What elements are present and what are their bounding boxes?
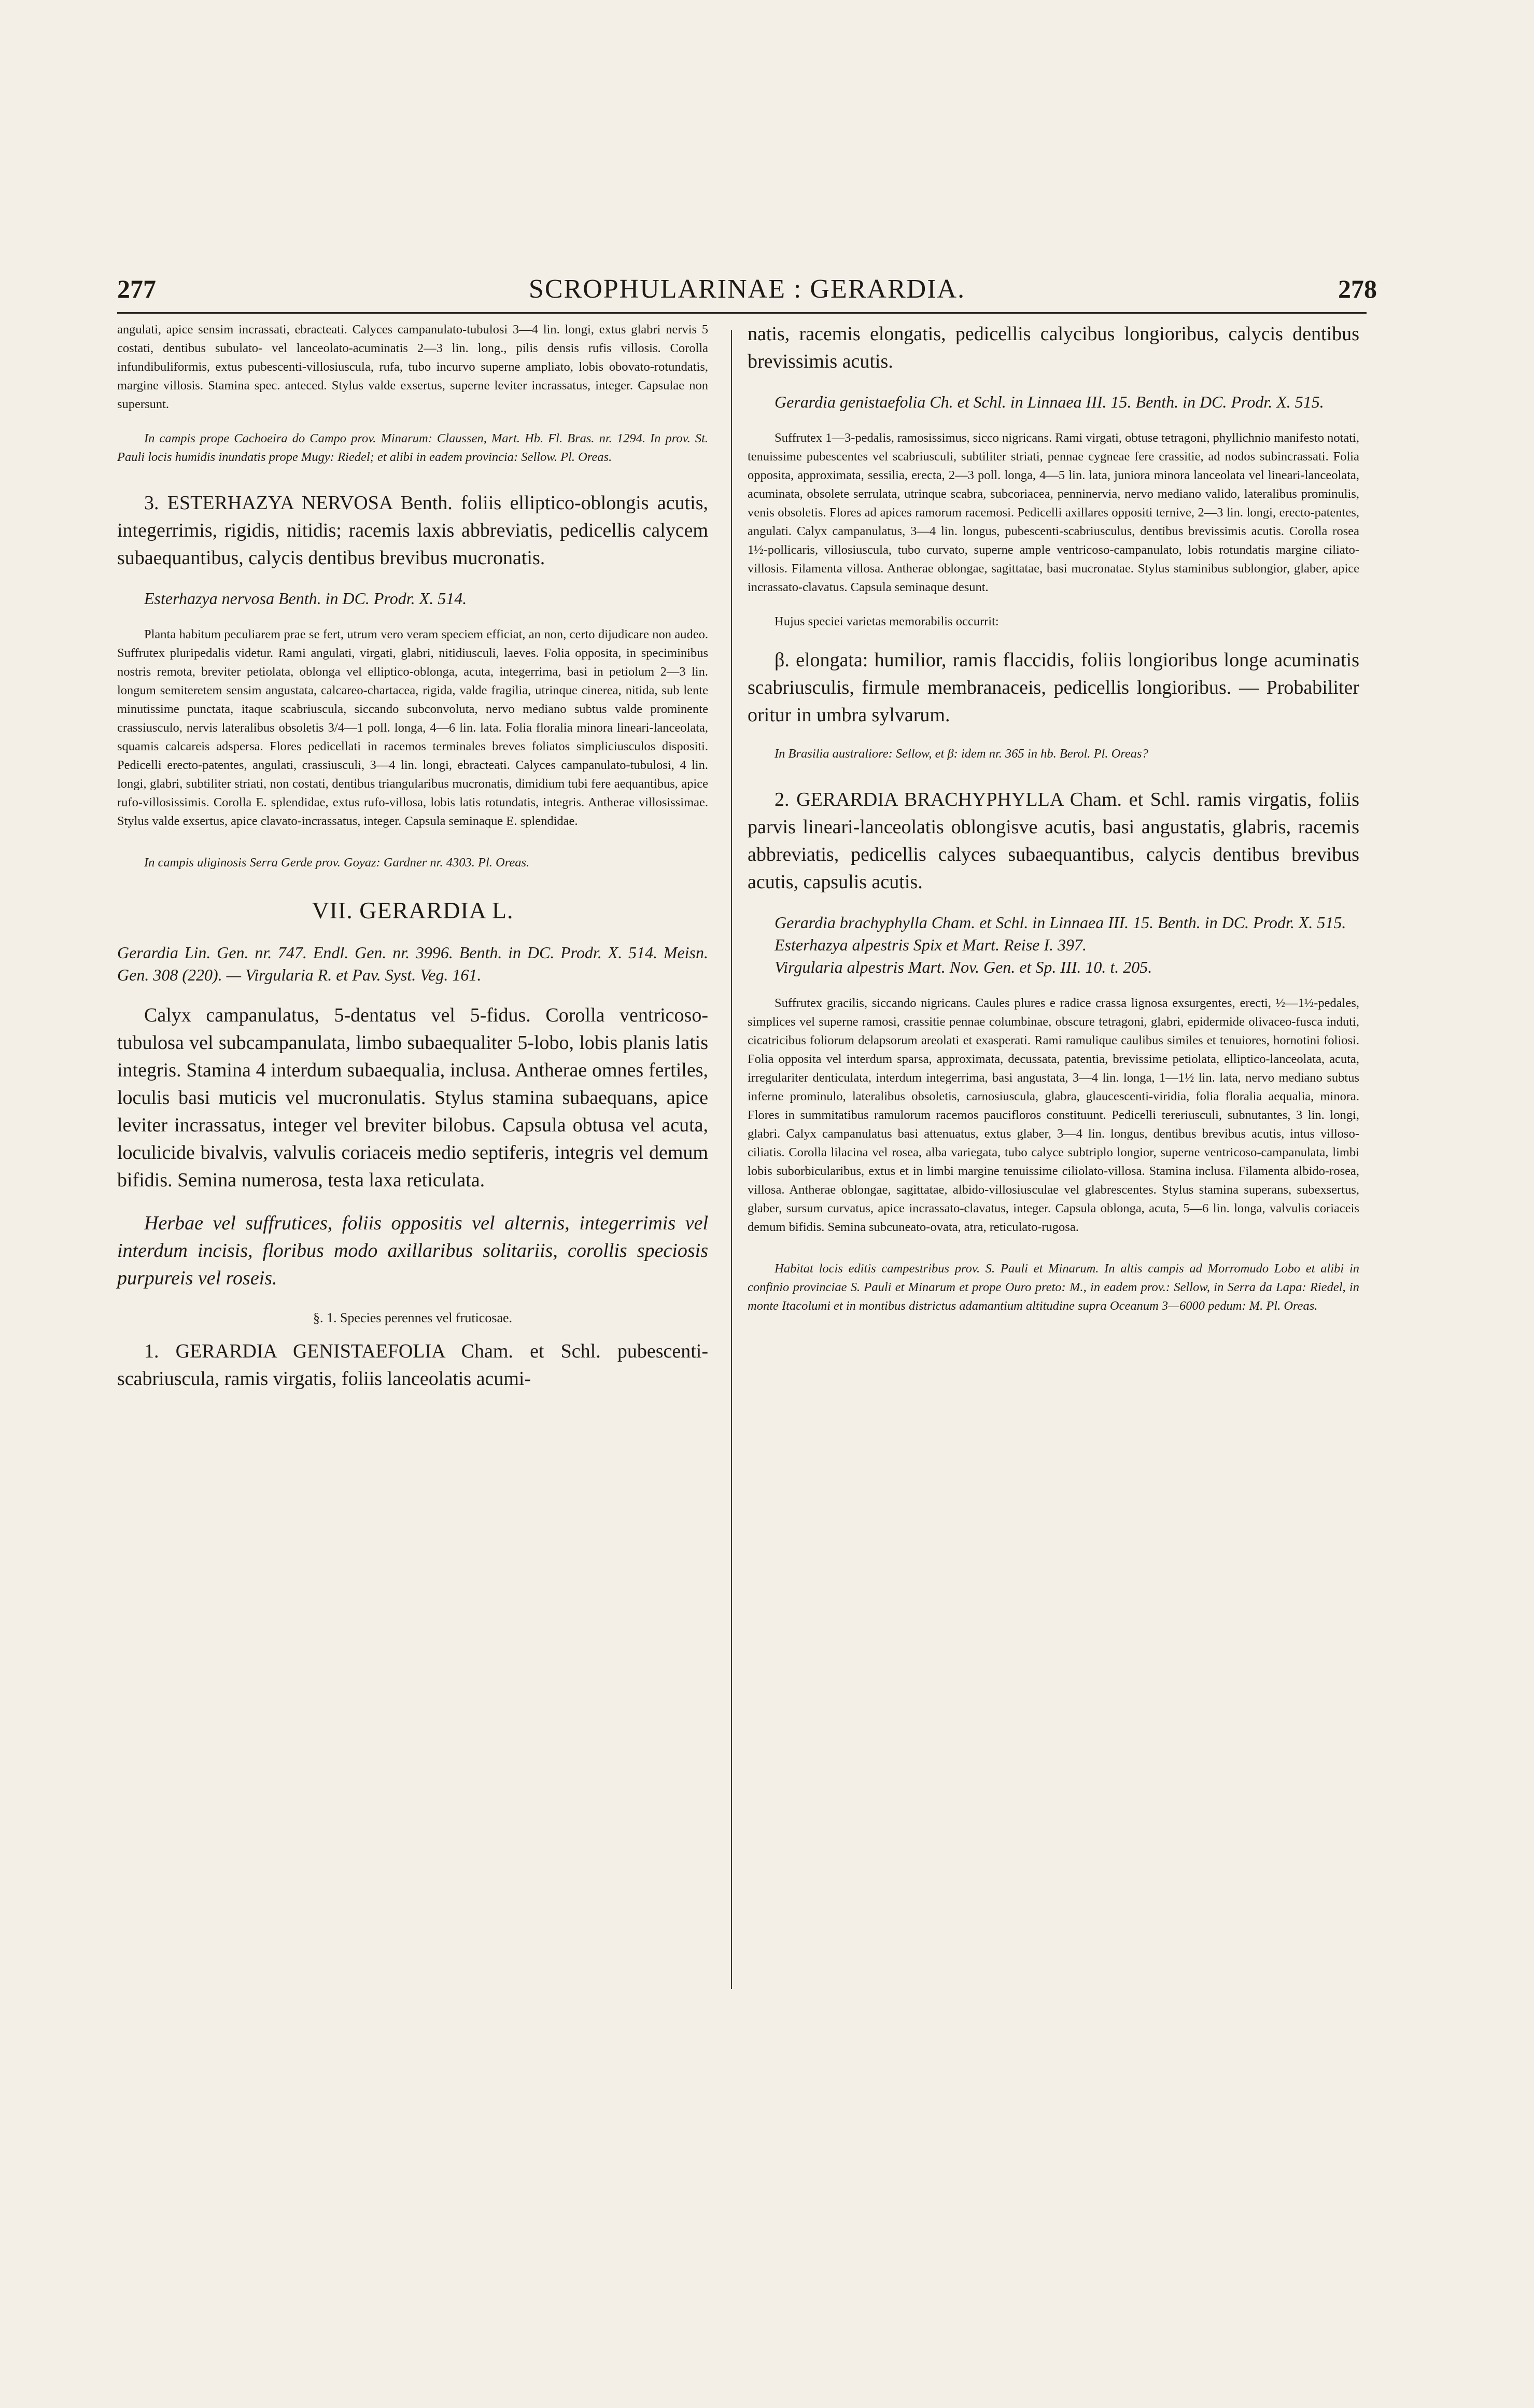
locality: In Brasilia australiore: Sellow, et β: idem nr. 365 in hb. Berol. Pl. Oreas?: [775, 747, 1148, 761]
page-number-right: 278: [1338, 274, 1377, 303]
left-column: [117, 320, 708, 1393]
paragraph: Suffrutex 1—3-pedalis, ramosissimus, sicco nigricans. Rami virgati, obtuse tetragoni, phyllichnio manifesto notati, tenuissime pubescentes vel scabriusculi, subtiliter striati, pennae cygneae fere crassitie, ad nodos subincrassati. Folia opposita, approximata, sessilia, erecta, 2—3 poll. longa, 4—5 lin. lata, juniora minora lanceolata vel lineari-lanceolata, acuminata, obsolete serrulata, utrinque scabra, subcoriacea, penninervia, nervo mediano valido, lateralibus prominulis, venis obsoletis. Flores ad apices ramorum racemosi. Pedicelli axillares oppositi ternive, 2—3 lin. longi, erecto-patentes, angulati. Calyx campanulatus, 3—4 lin. longus, pubescenti-scabriusculus, dentibus brevissimis acutis. Corolla rosea 1½-pollicaris, villosiuscula, tubo curvato, superne ample ventricoso-campanulato, lobis rotundatis margine ciliato-villosis. Filamenta villosa. Antherae oblongae, sagittatae, basi mucronatae. Stylus staminibus sublongior, glaber, apice incrassato-clavatus. Capsula seminaque desunt.: [748, 431, 1359, 594]
genus-habit: Herbae vel suffrutices, foliis oppositis vel alternis, integerrimis vel interdum incisis, floribus modo axillaribus solitariis, corollis speciosis purpureis vel roseis.: [117, 1212, 708, 1289]
section-heading: §. 1. Species perennes vel fruticosae.: [313, 1310, 513, 1325]
synonym: Gerardia brachyphylla Cham. et Schl. in Linnaea III. 15. Benth. in DC. Prodr. X. 515.: [775, 913, 1346, 932]
paragraph: Suffrutex gracilis, siccando nigricans. Caules plures e radice crassa lignosa exsurgentes, erecti, ½—1½-pedales, simplices vel superne ramosi, crassitie pennae columbinae, obscure tetragoni, glabri, epidermide olivaceo-fusca induti, cicatricibus foliorum delapsorum areolati et exasperati. Rami ramulique caulibus similes et tenuiores, hornotini foliosi. Folia opposita vel interdum sparsa, approximata, decussata, patentia, brevissime petiolata, elliptico-lanceolata, acuta, irregulariter denticulata, interdum integerrima, basi angustata, 3—4 lin. longa, 1—1½ lin. lata, nervo mediano subtus inferne prominulo, lateralibus obsoletis, carnosiuscula, glabra, glaucescenti-viridia, folia floralia aequalia, minora. Flores in summitatibus ramulorum racemos paucifloros constituunt. Pedicelli tereriusculi, subnutantes, 3 lin. longi, glabri. Calyx campanulatus basi attenuatus, extus glaber, 3—4 lin. longus, dentibus brevibus acutis, intus villoso-ciliatis. Corolla lilacina vel rosea, alba variegata, tubo calyce subtriplo longior, superne ventricoso-campanulata, limbi lobis suborbicularibus, extus et in limbi margine tenuissime ciliolato-villosa. Stamina inclusa. Filamenta albido-rosea, villosa. Antherae oblongae, sagittatae, albido-villosiusculae vel glabrescentes. Stylus stamina superans, subexsertus, glaber, sursum curvatus, apice incrassato-clavatus, integer. Capsula oblonga, acuta, 5—6 lin. longa, valvulis coriaceis demum bifidis. Semina subcuneato-ovata, atra, reticulato-rugosa.: [748, 996, 1359, 1234]
paragraph: Planta habitum peculiarem prae se fert, utrum vero veram speciem efficiat, an non, certo dijudicare non audeo. Suffrutex pluripedalis videtur. Rami angulati, virgati, glabri, nitidiusculi, laeves. Folia opposita, in speciminibus nostris remota, breviter petiolata, oblonga vel elliptico-oblonga, acuta, integerrima, basi in petiolum 2—3 lin. longum semiteretem sensim angustata, calcareo-chartacea, rigida, valde fragilia, utrinque cinerea, nitida, sub lente minutissime punctata, itaque scabriuscula, siccando subconvoluta, nervo mediano subtus valde prominente crassiusculo, nervis lateralibus obsoletis 3/4—1 poll. longa, 4—6 lin. lata. Folia floralia minora lineari-lanceolata, squamis calcareis adspersa. Flores pedicellati in racemos terminales breves foliatos simpliciusculos dispositi. Pedicelli erecto-patentes, angulati, crassiusculi, 3—4 lin. longi, ebracteati. Calyces campanulato-tubulosi, 4 lin. longi, glabri, subtiliter striati, non costati, dentibus triangularibus mucronatis, dimidium tubi fere aequantibus, apice rufo-villosissimis. Corolla E. splendidae, extus rufo-villosa, lobis latis rotundatis, integris. Antherae villosissimae. Stylus valde exsertus, apice clavato-incrassatus, integer. Capsula seminaque E. splendidae.: [117, 627, 708, 828]
paragraph: angulati, apice sensim incrassati, ebracteati. Calyces campanulato-tubulosi 3—4 lin. longi, extus glabri nervis 5 costati, dentibus subulato- vel lanceolato-acuminatis 2—3 lin. long., pilis densis rufis villosis. Corolla infundibuliformis, extus pubescenti-villosiuscula, rufa, tubo incurvo superne ampliato, lobis obovato-rotundatis, margine villosis. Stamina spec. anteced. Stylus valde exsertus, superne leviter incrassatus, integer. Capsulae non supersunt.: [117, 323, 708, 411]
synonym: Esterhazya alpestris Spix et Mart. Reise I. 397.: [775, 935, 1087, 954]
paragraph: natis, racemis elongatis, pedicellis calycibus longioribus, calycis dentibus brevissimis acutis.: [748, 323, 1359, 372]
genus-description: Calyx campanulatus, 5-dentatus vel 5-fidus. Corolla ventricoso-tubulosa vel subcampanulata, limbo subaequaliter 5-lobo, lobis planis latis integris. Stamina 4 interdum subaequalia, inclusa. Antherae omnes fertiles, loculis basi muticis vel mucronulatis. Stylus stamina subaequans, apice leviter incrassatus, integer vel breviter bilobus. Capsula obtusa vel acuta, loculicide bivalvis, valvulis coriaceis medio septiferis, integris vel demum bifidis. Semina numerosa, testa laxa reticulata.: [117, 1004, 708, 1191]
locality: Habitat locis editis campestribus prov. S. Pauli et Minarum. In altis campis ad Morromudo Lobo et alibi in confinio provinciae S. Pauli et Minarum et prope Ouro preto: M., in eadem prov.: Sellow, in Serra da Lapa: Riedel, in monte Itacolumi et in montibus districtus adamantium altitudine supra Oceanum 3—6000 pedum: M. Pl. Oreas.: [748, 1262, 1359, 1313]
locality: In campis prope Cachoeira do Campo prov. Minarum: Claussen, Mart. Hb. Fl. Bras. nr. 1294. In prov. St. Pauli locis humidis inundatis prope Mugy: Riedel; et alibi in eadem provincia: Sellow. Pl. Oreas.: [117, 431, 708, 464]
synonym: Gerardia genistaefolia Ch. et Schl. in Linnaea III. 15. Benth. in DC. Prodr. X. 515.: [775, 393, 1324, 411]
species-heading: 3. ESTERHAZYA NERVOSA Benth. foliis elliptico-oblongis acutis, integerrimis, rigidis, nitidis; racemis laxis abbreviatis, pedicellis calycem subaequantibus, calycis dentibus brevibus mucronatis.: [117, 492, 708, 569]
synonym: Esterhazya nervosa Benth. in DC. Prodr. X. 514.: [144, 589, 467, 608]
species-heading: 1. GERARDIA GENISTAEFOLIA Cham. et Schl. pubescenti-scabriuscula, ramis virgatis, foliis lanceolatis acumi-: [117, 1340, 708, 1390]
species-heading: 2. GERARDIA BRACHYPHYLLA Cham. et Schl. ramis virgatis, foliis parvis lineari-lanceolatis oblongisve acutis, basi angustatis, glabris, racemis abbreviatis, pedicellis calyces subaequantibus, calycis dentibus brevibus acutis, capsulis acutis.: [748, 789, 1359, 893]
column-divider: [731, 330, 732, 1989]
right-column: [748, 320, 1359, 1315]
header-rule: [117, 312, 1367, 314]
synonym: Virgularia alpestris Mart. Nov. Gen. et Sp. III. 10. t. 205.: [775, 958, 1152, 976]
locality: In campis uliginosis Serra Gerde prov. Goyaz: Gardner nr. 4303. Pl. Oreas.: [144, 856, 530, 870]
paragraph: Hujus speciei varietas memorabilis occurrit:: [775, 614, 999, 628]
genus-synonymy: Gerardia Lin. Gen. nr. 747. Endl. Gen. nr. 3996. Benth. in DC. Prodr. X. 514. Meisn. Gen. 308 (220). — Virgularia R. et Pav. Syst. Veg. 161.: [117, 943, 708, 984]
genus-heading: VII. GERARDIA L.: [312, 897, 514, 923]
page-number-left: 277: [117, 274, 156, 303]
running-title: SCROPHULARINAE : GERARDIA.: [528, 274, 966, 304]
variety-description: β. elongata: humilior, ramis flaccidis, foliis longioribus longe acuminatis scabriusculis, firmule membranaceis, pedicellis longioribus. — Probabiliter oritur in umbra sylvarum.: [748, 649, 1359, 726]
page-header: [117, 274, 1377, 310]
